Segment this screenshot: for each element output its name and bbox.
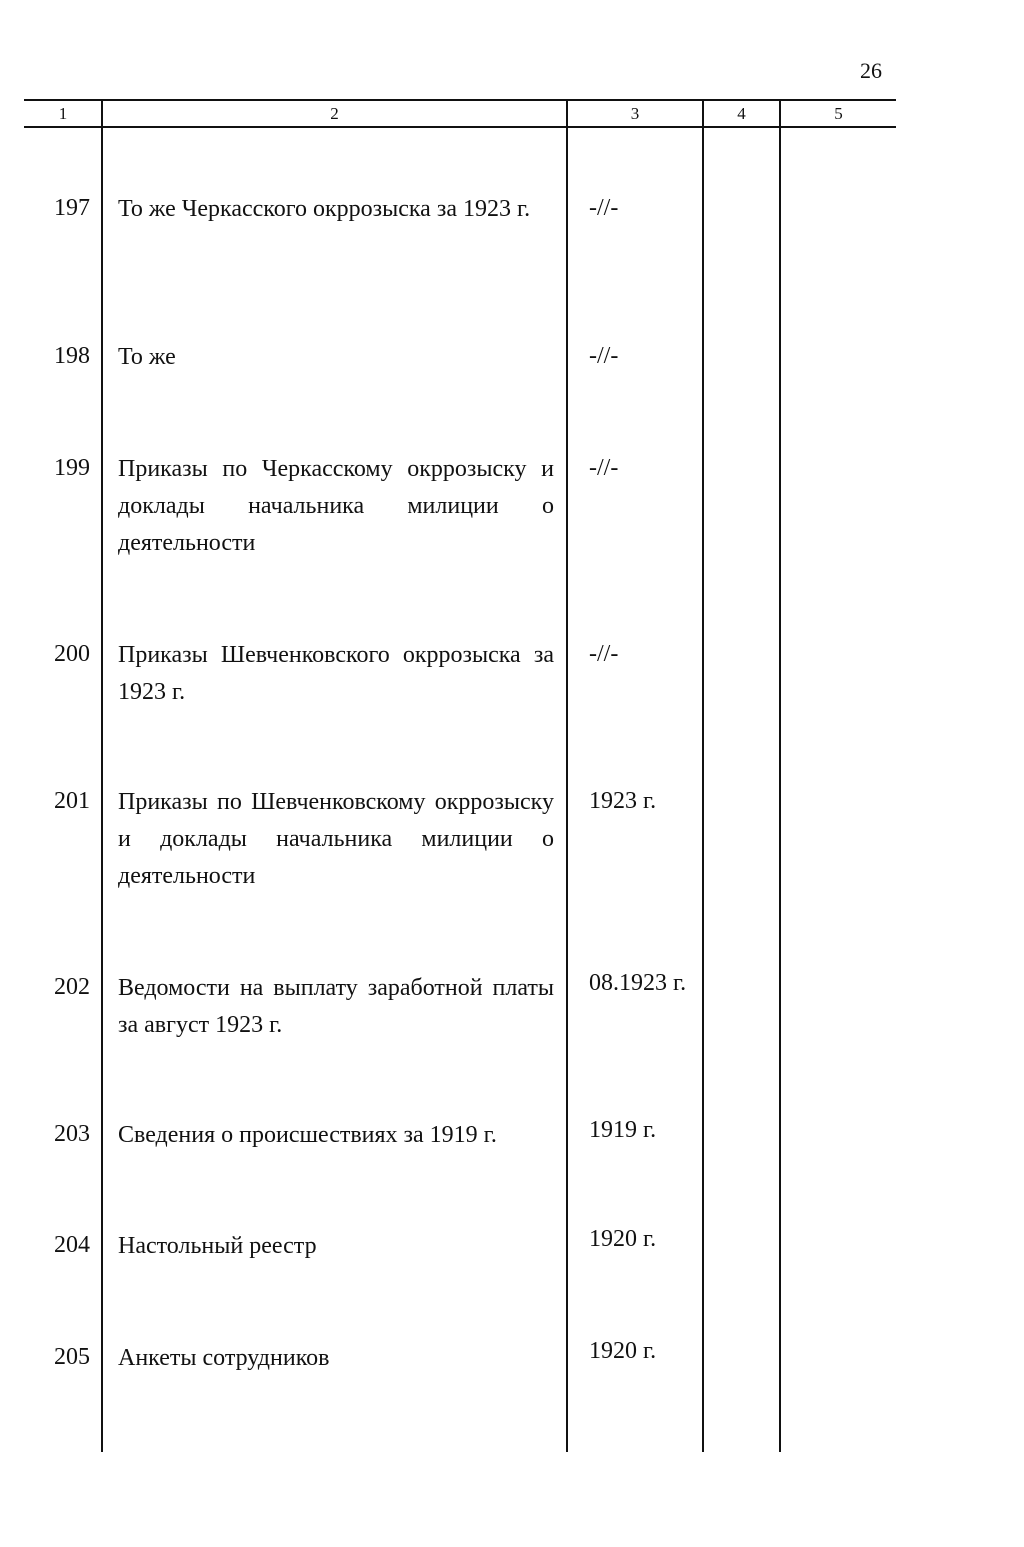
column-header-5: 5 <box>834 104 843 123</box>
row-number: 203 <box>54 1121 90 1147</box>
row-date: 1923 г. <box>589 788 657 814</box>
header-bottom-rule <box>24 126 896 128</box>
row-title: Анкеты сотрудников <box>118 1345 330 1371</box>
row-number: 198 <box>54 343 90 369</box>
column-header-3: 3 <box>630 104 640 123</box>
column-divider-3 <box>702 100 704 1452</box>
row-date: -//- <box>589 195 619 221</box>
row-number: 202 <box>54 974 90 1000</box>
page-number: 26 <box>860 58 882 83</box>
row-date: 1920 г. <box>589 1226 657 1252</box>
row-title: Ведомости на выплату заработной платы за август 1923 г. <box>118 975 554 1038</box>
row-title: Сведения о происшествиях за 1919 г. <box>118 1122 497 1148</box>
row-title: Приказы Шевченковского окррозыска за 1923 г. <box>118 642 554 705</box>
row-number: 199 <box>54 455 90 481</box>
row-date: -//- <box>589 343 619 369</box>
column-divider-2 <box>566 100 568 1452</box>
column-header-4: 4 <box>737 104 746 123</box>
row-date: -//- <box>589 455 619 481</box>
row-number: 197 <box>54 195 90 221</box>
row-title: Приказы по Черкасскому окррозыску и доклады начальника милиции о деятельности <box>118 456 554 556</box>
column-divider-1 <box>101 100 103 1452</box>
row-number: 200 <box>54 641 90 667</box>
column-divider-4 <box>779 100 781 1452</box>
header-top-rule <box>24 99 896 101</box>
row-title: То же <box>118 344 176 370</box>
row-date: -//- <box>589 641 619 667</box>
row-title: Приказы по Шевченковскому окррозыску и доклады начальника милиции о деятельности <box>118 789 554 889</box>
column-header-1: 1 <box>58 104 68 123</box>
row-date: 08.1923 г. <box>589 970 687 996</box>
row-date: 1920 г. <box>589 1338 657 1364</box>
row-number: 204 <box>54 1232 90 1258</box>
row-number: 205 <box>54 1344 90 1370</box>
row-number: 201 <box>54 788 90 814</box>
row-date: 1919 г. <box>589 1117 657 1143</box>
column-header-2: 2 <box>330 104 339 123</box>
row-title: То же Черкасского окррозыска за 1923 г. <box>118 196 531 222</box>
row-title: Настольный реестр <box>118 1233 317 1259</box>
